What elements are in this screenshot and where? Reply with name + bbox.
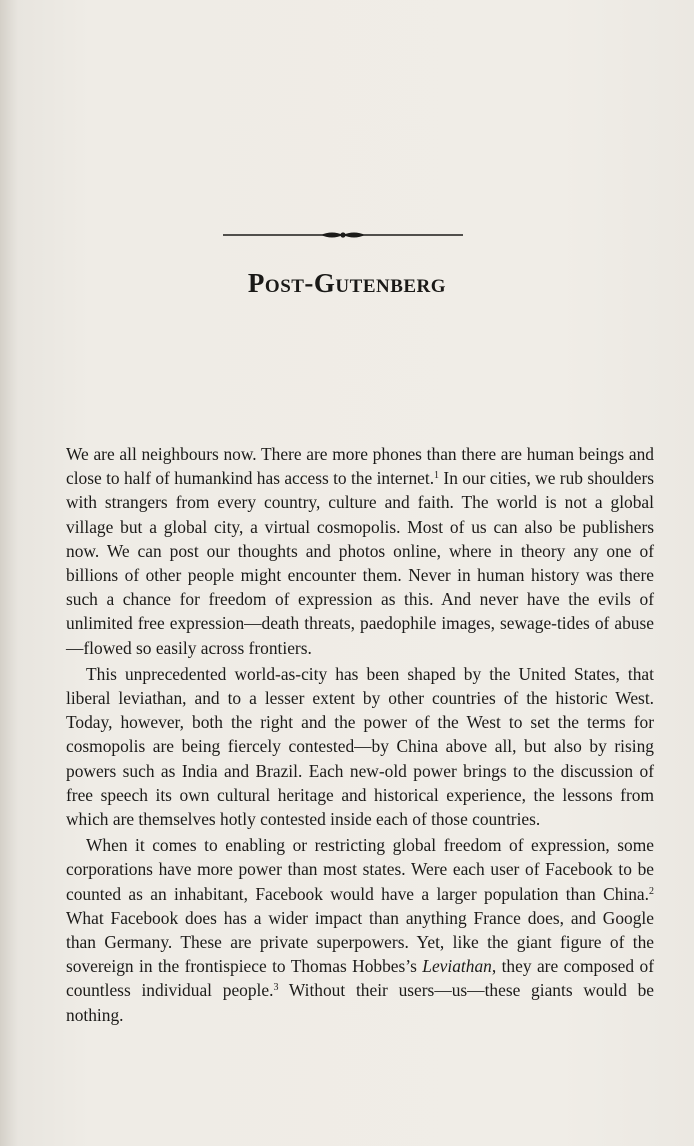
- paragraph-text: In our cities, we rub shoulders with strangers from every country, culture and faith. The world is not a global village but a global city, a virtual cosmopolis. Most of us can also be publishers now. We can post our thoughts and photos online, where in theory any one of billions of other people might encounter them. Never in human history was there such a chance for freedom of expression as this. And never have the evils of unlimited free expression—death threats, paedophile images, sewage-tides of abuse—flowed so easily across frontiers.: [66, 468, 654, 658]
- paragraph-text: When it comes to enabling or restricting global freedom of expression, some corporations have more power than most states. Were each user of Facebook to be counted as an inhabitant, Facebook would have a larger population than China.: [66, 835, 654, 904]
- body-text: [66, 442, 654, 1029]
- italic-title: Leviathan: [422, 956, 492, 977]
- paragraph-text: , they are composed of countless individual people.: [66, 956, 654, 1001]
- paragraph: [66, 662, 654, 831]
- paragraph-text: We are all neighbours now. There are more phones than there are human beings and close to half of humankind has access to the internet.: [66, 444, 654, 489]
- footnote-marker: 1: [434, 470, 440, 482]
- paragraph-text: Without their users—us—these giants would be nothing.: [66, 980, 654, 1025]
- footnote-marker: 3: [273, 982, 279, 994]
- paragraph: [66, 833, 654, 1027]
- paragraph-text: What Facebook does has a wider impact than anything France does, and Google than Germany. These are private superpowers. Yet, like the giant figure of the sovereign in the frontispiece to Thomas Hobbes’s: [66, 907, 654, 977]
- chapter-ornament-icon: [221, 229, 465, 241]
- paragraph-text: This unprecedented world-as-city has been shaped by the United States, that liberal leviathan, and to a lesser extent by other countries of the historic West. Today, however, both the right and the power of the West to set the terms for cosmopolis are being fiercely contested—by China above all, but also by rising powers such as India and Brazil. Each new-old power brings to the discussion of free speech its own cultural heritage and historical experience, the lessons from which are themselves hotly contested inside each of those countries.: [66, 663, 654, 830]
- footnote-marker: 2: [649, 885, 654, 897]
- chapter-title: Post-Gutenberg: [247, 268, 447, 298]
- paragraph: [66, 442, 654, 660]
